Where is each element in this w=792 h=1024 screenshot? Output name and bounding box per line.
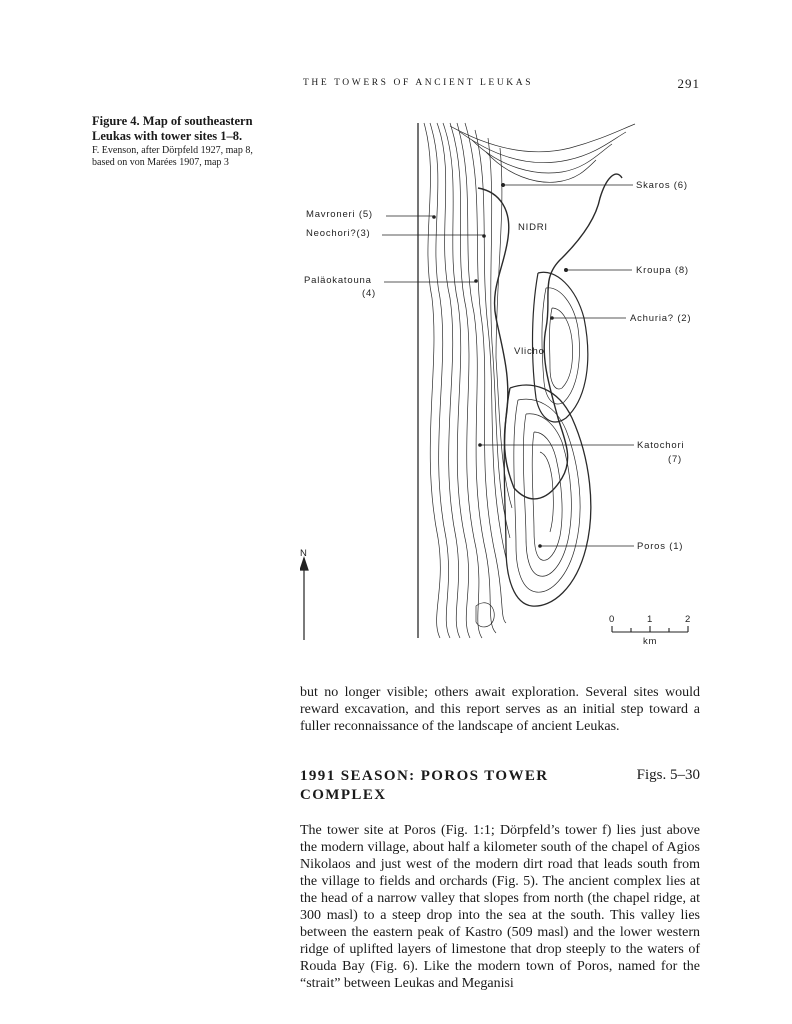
section-heading: 1991 SEASON: POROS TOWER COMPLEX xyxy=(300,768,549,803)
label-katochori: Katochori xyxy=(637,440,685,451)
section-figure-ref: Figs. 5–30 xyxy=(636,767,700,783)
label-skaros: Skaros (6) xyxy=(636,180,688,191)
page-number: 291 xyxy=(677,76,700,91)
scale-unit: km xyxy=(643,636,658,647)
north-arrow xyxy=(300,558,308,640)
scale-tick-1: 1 xyxy=(647,614,654,625)
label-vlicho: Vlicho xyxy=(514,346,545,357)
label-neochori: Neochori?(3) xyxy=(306,228,371,239)
label-katochori-number: (7) xyxy=(668,454,683,465)
running-head-title: THE TOWERS OF ANCIENT LEUKAS xyxy=(303,78,534,88)
scale-bar xyxy=(612,626,688,632)
scale-tick-2: 2 xyxy=(685,614,692,625)
label-nidri: NIDRI xyxy=(518,222,548,233)
label-poros: Poros (1) xyxy=(637,541,684,552)
figure-caption xyxy=(92,114,262,169)
paragraph-continued: but no longer visible; others await exploration. Several sites would reward excavation, and this report serves as an initial step toward a fuller reconnaissance of the landscape of ancient Leukas. xyxy=(300,685,700,734)
paragraph-main: The tower site at Poros (Fig. 1:1; Dörpfeld’s tower f) lies just above the modern village, about half a kilometer south of the chapel of Agios Nikolaos and just west of the modern dirt road that leads south from the village to fields and orchards (Fig. 5). The ancient complex lies at the head of a narrow valley that slopes from north (the chapel ridge, at 300 masl) to a steep drop into the sea at the south. This valley lies between the eastern peak of Kastro (509 masl) and the lower western ridge of uplifted layers of limestone that drop steeply to the waters of Rouda Bay (Fig. 6). Like the modern town of Poros, named for the “strait” between Leukas and Meganisi xyxy=(300,823,700,991)
label-palaokatouna: Paläokatouna xyxy=(304,275,372,286)
label-kroupa: Kroupa (8) xyxy=(636,265,689,276)
caption-title: Figure 4. Map of southeastern Leukas with tower sites 1–8. xyxy=(92,114,253,143)
map-drawing xyxy=(300,118,700,658)
scale-tick-0: 0 xyxy=(609,614,616,625)
label-achuria: Achuria? (2) xyxy=(630,313,692,324)
label-palaokatouna-number: (4) xyxy=(362,288,377,299)
bay-coastline xyxy=(478,174,622,499)
contour-map xyxy=(300,118,700,658)
caption-credit: F. Evenson, after Dörpfeld 1927, map 8, based on von Marées 1907, map 3 xyxy=(92,145,253,168)
label-mavroneri: Mavroneri (5) xyxy=(306,209,373,220)
label-north: N xyxy=(300,548,308,559)
